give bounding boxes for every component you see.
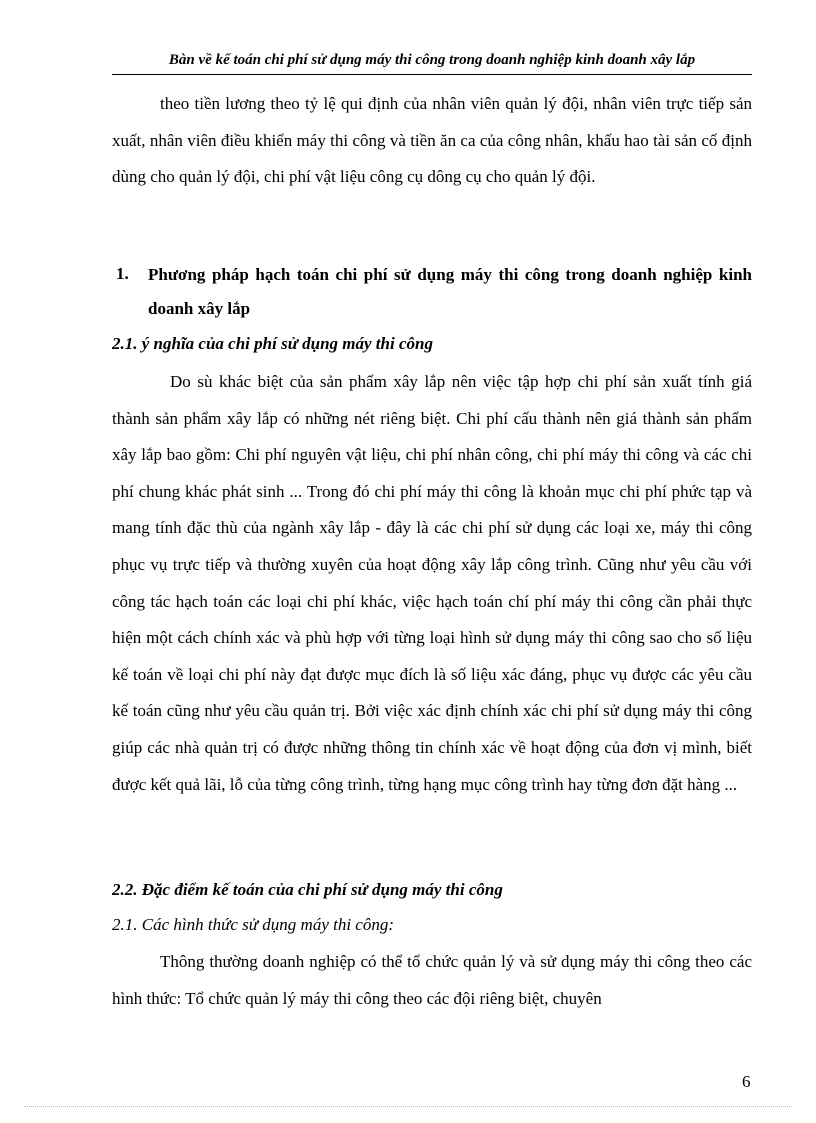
- paragraph-text: theo tiền lương theo tỷ lệ qui định của nhân viên quản lý đội, nhân viên trực tiếp sản xuất, nhân viên điều khiển máy thi công và tiền ăn ca của công nhân, khấu hao tài sản cố định dùng cho quản lý đội, chi phí vật liệu công cụ dông cụ cho quản lý đội.: [112, 94, 752, 187]
- sub-subsection-heading: 2.1. Các hình thức sử dụng máy thi công:: [112, 915, 395, 934]
- page-number: 6: [742, 1072, 751, 1091]
- footer-rule: [24, 1106, 792, 1107]
- paragraph-forms: [112, 944, 752, 1017]
- subsection-heading-2-1: 2.1. ý nghĩa của chi phí sử dụng máy thi công: [112, 334, 433, 353]
- running-header: Bàn về kế toán chi phí sử dụng máy thi công trong doanh nghiệp kinh doanh xây lắp: [168, 52, 696, 68]
- section-heading: Phương pháp hạch toán chi phí sử dụng máy thi công trong doanh nghiệp kinh doanh xây lắp: [148, 265, 752, 318]
- subsection-heading-2-2: 2.2. Đặc điểm kế toán của chi phí sử dụng máy thi công: [112, 880, 503, 899]
- paragraph-continuation: [112, 86, 752, 196]
- paragraph-text: Do sù khác biệt của sản phẩm xây lắp nên việc tập hợp chi phí sản xuất tính giá thành sản phẩm xây lắp có những nét riêng biệt. Chi phí cấu thành nên giá thành sản phẩm xây lắp bao gồm: Chi phí nguyên vật liệu, chi phí nhân công, chi phí máy thi công và các chi phí chung khác phát sinh ... Trong đó chi phí máy thi công là khoản mục chi phí phức tạp và mang tính đặc thù của ngành xây lắp - đây là các chi phí sử dụng các loại xe, máy thi công phục vụ trực tiếp và thường xuyên của hoạt động xây lắp công trình. Cũng như yêu cầu với công tác hạch toán các loại chi phí khác, việc hạch toán chí phí máy thi công cần phải thực hiện một cách chính xác và phù hợp với từng loại hình sử dụng máy thi công sao cho số liệu kế toán về loại chi phí này đạt được mục đích là số liệu xác đáng, phục vụ được các yêu cầu kế toán cũng như yêu cầu quản trị. Bởi việc xác định chính xác chi phí sử dụng máy thi công giúp các nhà quản trị có được những thông tin chính xác về hoạt động của đơn vị mình, biết được kết quả lãi, lỗ của từng công trình, từng hạng mục công trình hay từng đơn đặt hàng ...: [112, 372, 752, 794]
- paragraph-meaning: [112, 364, 752, 803]
- section-number: 1.: [116, 264, 129, 283]
- paragraph-text: Thông thường doanh nghiệp có thể tổ chức quản lý và sử dụng máy thi công theo các hình thức: Tổ chức quản lý máy thi công theo các đội riêng biệt, chuyên: [112, 952, 752, 1008]
- header-rule: [112, 74, 752, 75]
